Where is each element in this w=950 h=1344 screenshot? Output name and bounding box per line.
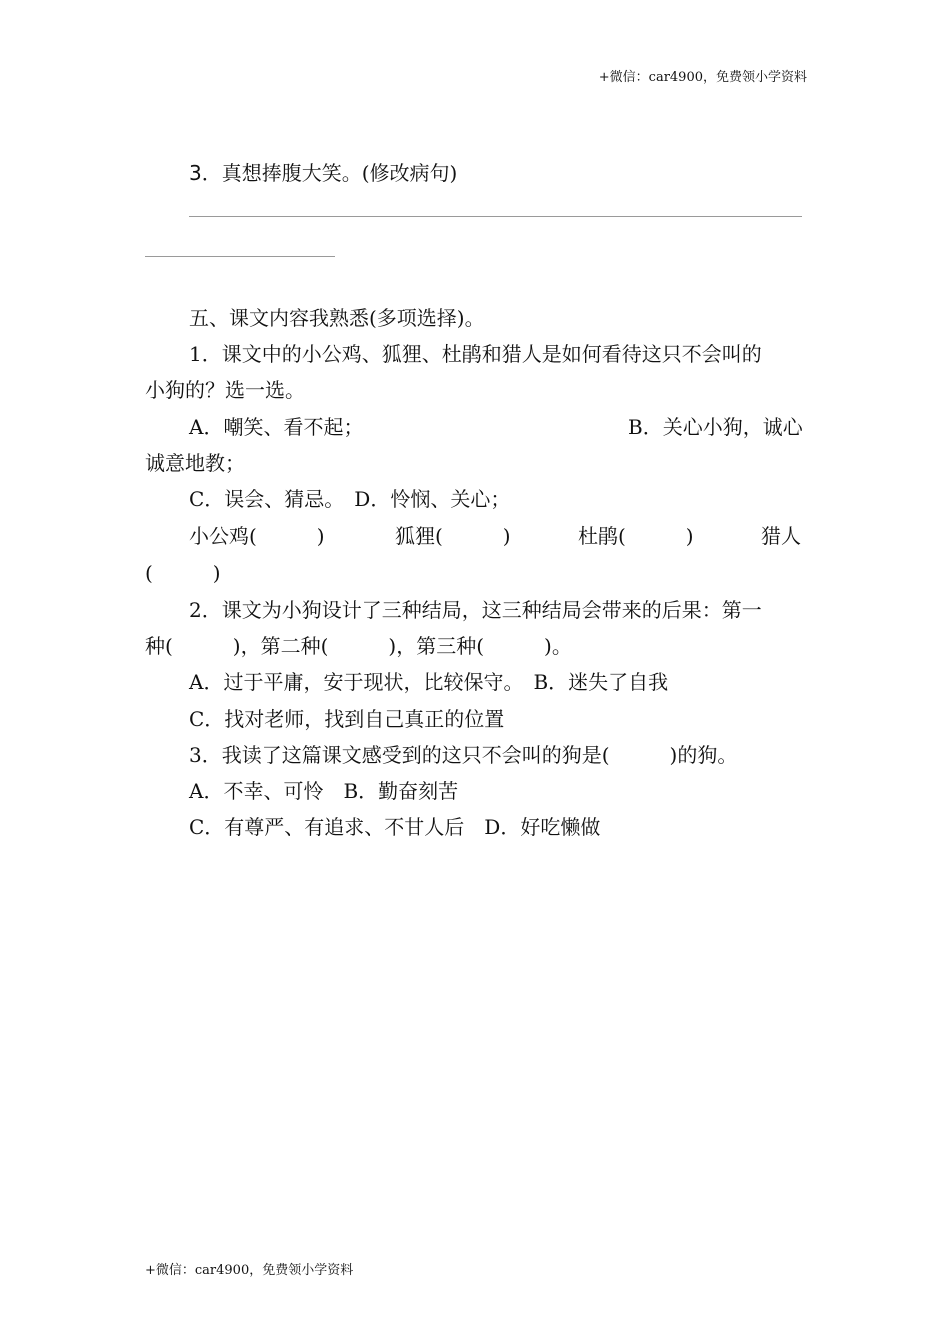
answer-line-1 xyxy=(189,216,802,217)
q1-option-a: A．嘲笑、看不起； xyxy=(189,415,364,439)
q1-options-cd: C．误会、猜忌。 D．怜悯、关心； xyxy=(189,487,511,511)
q3-options-cd: C．有尊严、有追求、不甘人后 D．好吃懒做 xyxy=(189,815,601,839)
blank-hunter: ( ) xyxy=(145,561,221,585)
q2-line-1: 2．课文为小狗设计了三种结局，这三种结局会带来的后果：第一 xyxy=(189,598,762,622)
page-footer: +微信：car4900，免费领小学资料 xyxy=(145,1263,354,1278)
blank-rooster: 小公鸡( ) xyxy=(189,524,325,548)
q1-option-b-cont: 诚意地教； xyxy=(145,451,245,475)
q3-options-ab: A．不幸、可怜 B．勤奋刻苦 xyxy=(189,779,459,803)
answer-line-2 xyxy=(145,256,335,257)
blank-cuckoo: 杜鹃( ) xyxy=(578,524,694,548)
page-header: +微信：car4900，免费领小学资料 xyxy=(598,70,807,85)
q1-option-b: B．关心小狗，诚心 xyxy=(628,415,803,439)
q2-option-c: C．找对老师，找到自己真正的位置 xyxy=(189,707,505,731)
question-text: ．真想捧腹大笑。(修改病句) xyxy=(201,161,458,185)
q1-line-2: 小狗的？选一选。 xyxy=(145,378,305,402)
q2-options-ab: A．过于平庸，安于现状，比较保守。 B．迷失了自我 xyxy=(189,670,669,694)
q1-line-1: 1．课文中的小公鸡、狐狸、杜鹃和猎人是如何看待这只不会叫的 xyxy=(189,342,762,366)
question-number: 3 xyxy=(189,161,202,185)
q3-line-1: 3．我读了这篇课文感受到的这只不会叫的狗是( )的狗。 xyxy=(189,743,738,767)
blank-fox: 狐狸( ) xyxy=(395,524,511,548)
hunter-label: 猎人 xyxy=(761,524,801,548)
revise-sentence-question xyxy=(145,155,849,191)
section-title: 五、课文内容我熟悉(多项选择)。 xyxy=(189,306,485,330)
q2-line-2: 种( )，第二种( )，第三种( )。 xyxy=(145,634,572,658)
